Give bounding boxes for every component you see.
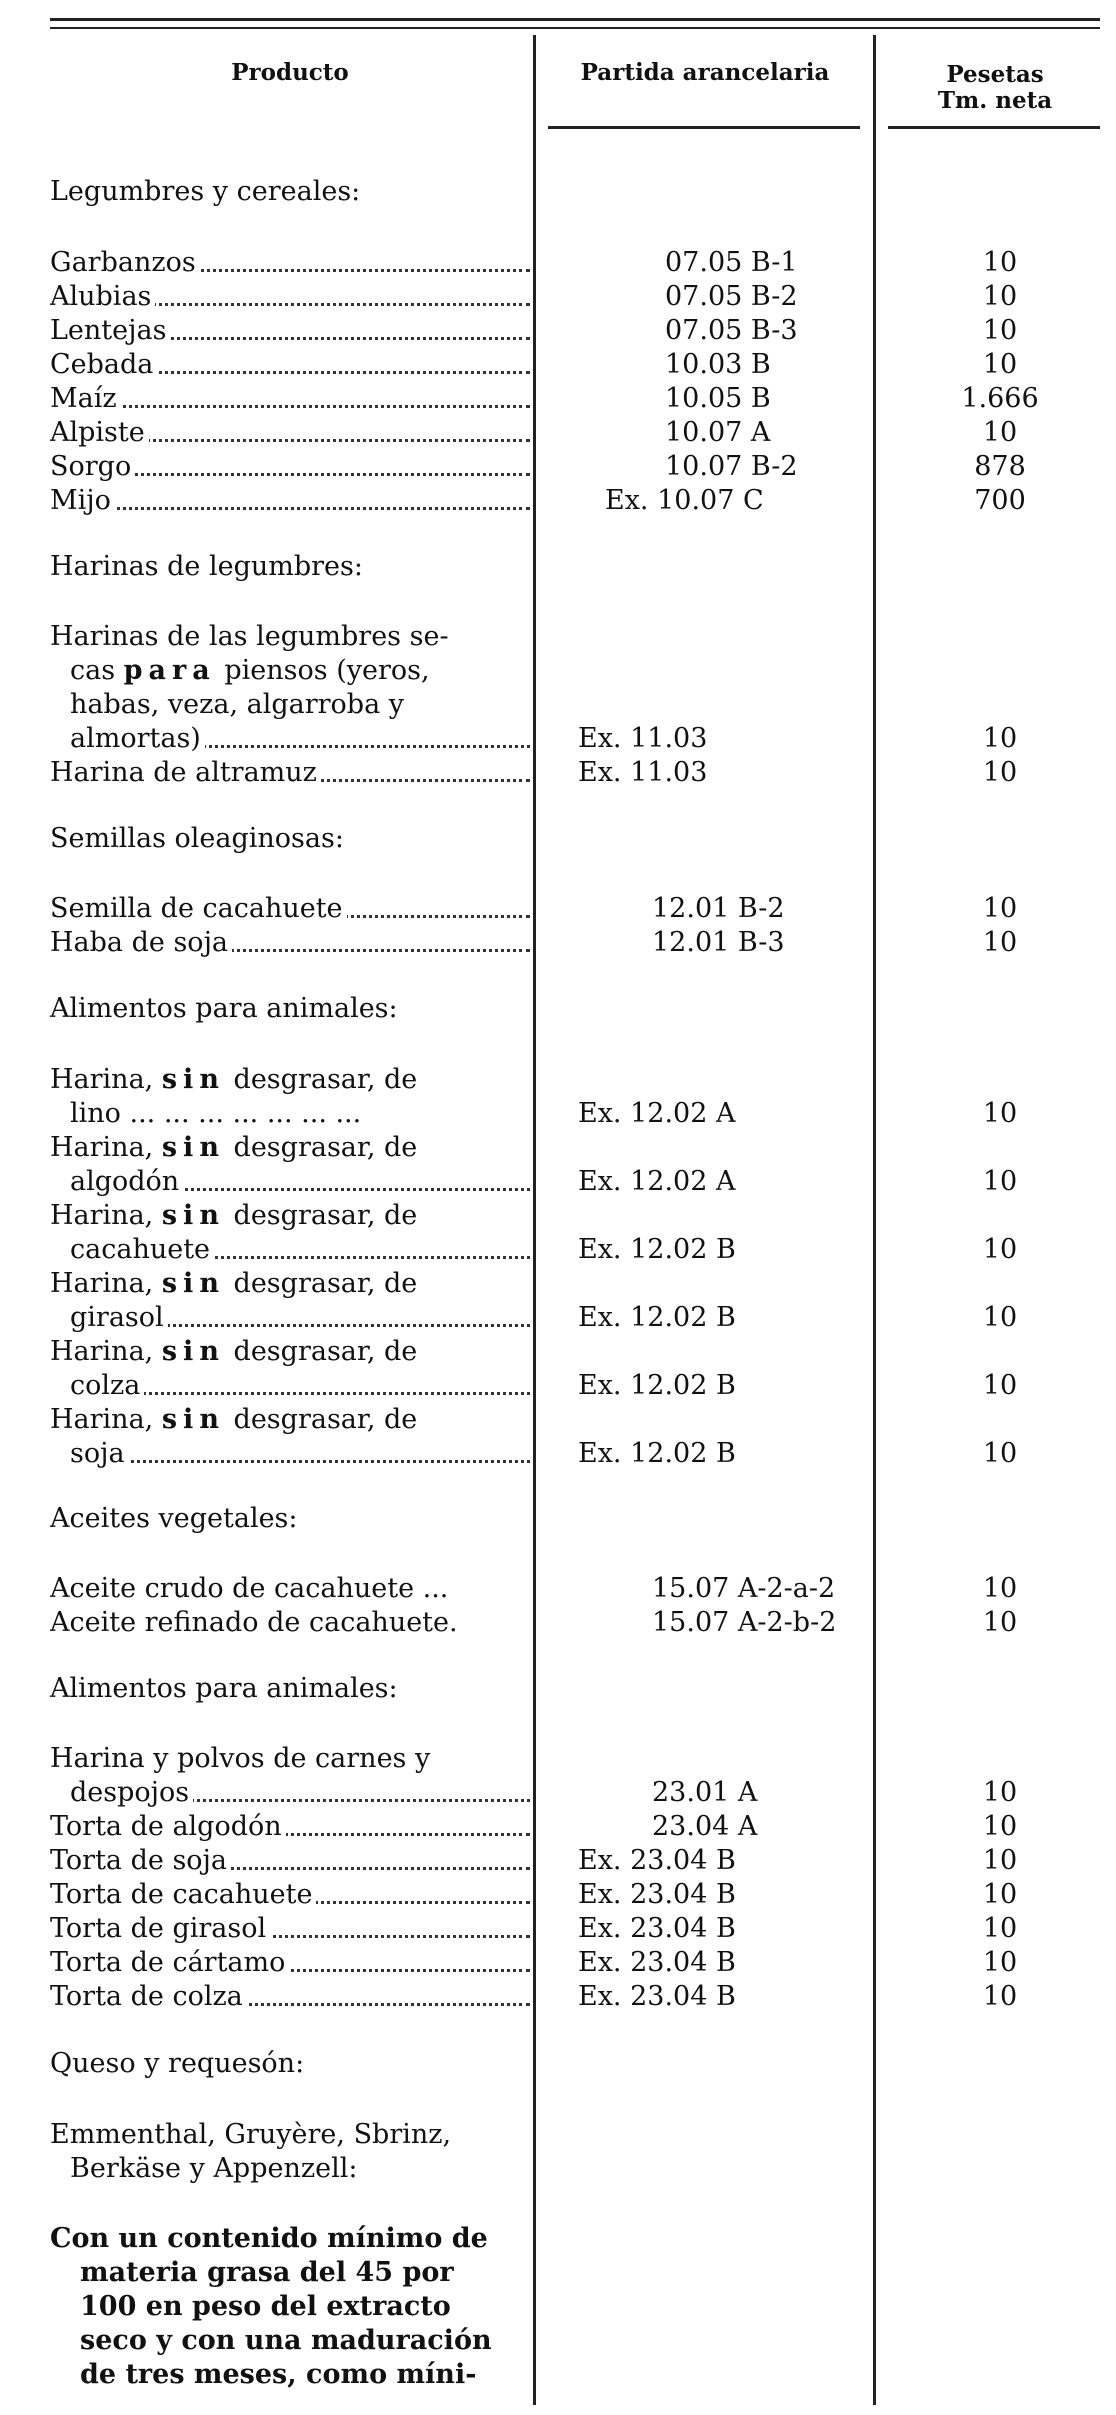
harina-prefix xyxy=(50,1403,417,1437)
product-mijo: Mijo xyxy=(50,485,115,516)
header-underline-2 xyxy=(888,126,1100,129)
harina-prefix-c: desgrasar, de xyxy=(233,1336,418,1367)
value: 10 xyxy=(982,927,1018,958)
table-row xyxy=(0,1233,1116,1267)
table-row xyxy=(0,1776,1116,1810)
sub-soja: soja xyxy=(70,1438,129,1469)
queso-para-5: de tres meses, como míni- xyxy=(80,2359,477,2390)
code: 10.07 B-2 xyxy=(665,451,798,482)
code: 12.01 B-3 xyxy=(652,927,785,958)
code: 10.03 B xyxy=(665,349,771,380)
harinas-line-2 xyxy=(70,654,430,688)
code: Ex. 11.03 xyxy=(578,723,708,754)
product-haba-soja: Haba de soja xyxy=(50,927,232,958)
queso-para-4: seco y con una maduración xyxy=(80,2325,492,2356)
header-producto: Producto xyxy=(231,59,349,86)
code: 12.01 B-2 xyxy=(652,893,785,924)
code: 15.07 A-2-b-2 xyxy=(652,1607,837,1638)
harinas-line-2-c: piensos (yeros, xyxy=(224,655,430,686)
product-torta-algodon: Torta de algodón xyxy=(50,1811,286,1842)
harina-prefix-b: sin xyxy=(161,1132,225,1163)
table-row xyxy=(0,1912,1116,1946)
harinas-line-3: habas, veza, algarroba y xyxy=(70,689,405,720)
product-torta-soja: Torta de soja xyxy=(50,1845,231,1876)
table-row xyxy=(0,1301,1116,1335)
harina-prefix xyxy=(50,1267,417,1301)
product-sorgo: Sorgo xyxy=(50,451,135,482)
code: 07.05 B-3 xyxy=(665,315,798,346)
top-rule-1 xyxy=(50,18,1100,21)
value: 878 xyxy=(974,451,1026,482)
value: 10 xyxy=(982,1879,1018,1910)
value: 10 xyxy=(982,1811,1018,1842)
code: Ex. 23.04 B xyxy=(578,1879,736,1910)
table-row xyxy=(0,1369,1116,1403)
header-partida: Partida arancelaria xyxy=(580,59,830,86)
code: 07.05 B-2 xyxy=(665,281,798,312)
code: Ex. 23.04 B xyxy=(578,1845,736,1876)
product-torta-cartamo: Torta de cártamo xyxy=(50,1947,289,1978)
value: 10 xyxy=(982,757,1018,788)
harina-prefix-b: sin xyxy=(161,1064,225,1095)
code: Ex. 23.04 B xyxy=(578,1947,736,1978)
table-row xyxy=(0,382,1116,416)
table-row xyxy=(0,1606,1116,1640)
harina-prefix-b: sin xyxy=(161,1336,225,1367)
code: 10.07 A xyxy=(665,417,771,448)
sub-colza: colza xyxy=(70,1370,144,1401)
value: 1.666 xyxy=(961,383,1039,414)
code: Ex. 12.02 B xyxy=(578,1234,736,1265)
value: 10 xyxy=(982,281,1018,312)
product-alubias: Alubias xyxy=(50,281,155,312)
table-row xyxy=(0,484,1116,518)
product-altramuz: Harina de altramuz xyxy=(50,757,321,788)
value: 10 xyxy=(982,349,1018,380)
header-underline-1 xyxy=(548,126,860,129)
code: 10.05 B xyxy=(665,383,771,414)
table-row xyxy=(0,1437,1116,1471)
harina-prefix-a: Harina, xyxy=(50,1404,154,1435)
queso-para-3: 100 en peso del extracto xyxy=(80,2291,451,2322)
table-row xyxy=(0,1572,1116,1606)
table-row xyxy=(0,1844,1116,1878)
product-aceite-crudo: Aceite crudo de cacahuete ... xyxy=(50,1573,452,1604)
code: Ex. 11.03 xyxy=(578,757,708,788)
harinas-line-2-b: para xyxy=(123,655,216,686)
table-row xyxy=(0,1980,1116,2014)
code: 07.05 B-1 xyxy=(665,247,798,278)
harina-prefix xyxy=(50,1335,417,1369)
section-aceites: Aceites vegetales: xyxy=(50,1503,298,1534)
section-queso: Queso y requesón: xyxy=(50,2048,305,2079)
harina-prefix xyxy=(50,1199,417,1233)
value: 10 xyxy=(982,1947,1018,1978)
harina-prefix-c: desgrasar, de xyxy=(233,1200,418,1231)
value: 10 xyxy=(982,723,1018,754)
harina-prefix-c: desgrasar, de xyxy=(233,1404,418,1435)
harinas-line-2-a: cas xyxy=(70,655,116,686)
table-row xyxy=(0,1097,1116,1131)
section-harinas-legumbres: Harinas de legumbres: xyxy=(50,551,363,582)
value: 10 xyxy=(982,1573,1018,1604)
product-alpiste: Alpiste xyxy=(50,417,149,448)
sub-cacahuete: cacahuete xyxy=(70,1234,214,1265)
code: 23.01 A xyxy=(652,1777,758,1808)
harina-prefix xyxy=(50,1131,417,1165)
harina-prefix xyxy=(50,1063,417,1097)
value: 10 xyxy=(982,1438,1018,1469)
section-alimentos-1: Alimentos para animales: xyxy=(50,993,398,1024)
table-row xyxy=(0,756,1116,790)
code: Ex. 12.02 B xyxy=(578,1370,736,1401)
code: Ex. 10.07 C xyxy=(605,485,764,516)
code: Ex. 12.02 A xyxy=(578,1098,736,1129)
section-legumbres: Legumbres y cereales: xyxy=(50,176,361,207)
harina-prefix-a: Harina, xyxy=(50,1200,154,1231)
queso-line-1: Emmenthal, Gruyère, Sbrinz, xyxy=(50,2119,452,2150)
product-garbanzos: Garbanzos xyxy=(50,247,200,278)
product-semilla-cacahuete: Semilla de cacahuete xyxy=(50,893,347,924)
value: 10 xyxy=(982,1981,1018,2012)
code: Ex. 12.02 B xyxy=(578,1438,736,1469)
product-torta-girasol: Torta de girasol xyxy=(50,1913,270,1944)
value: 10 xyxy=(982,417,1018,448)
carnes-line-2: despojos xyxy=(70,1777,193,1808)
code: Ex. 23.04 B xyxy=(578,1981,736,2012)
table-row xyxy=(0,314,1116,348)
sub-girasol: girasol xyxy=(70,1302,168,1333)
harina-prefix-c: desgrasar, de xyxy=(233,1064,418,1095)
harinas-line-1: Harinas de las legumbres se- xyxy=(50,621,449,652)
harina-prefix-c: desgrasar, de xyxy=(233,1132,418,1163)
sub-lino: lino ... ... ... ... ... ... ... xyxy=(70,1098,365,1129)
code: 15.07 A-2-a-2 xyxy=(652,1573,836,1604)
product-maiz: Maíz xyxy=(50,383,121,414)
queso-line-2: Berkäse y Appenzell: xyxy=(70,2153,358,2184)
value: 10 xyxy=(982,247,1018,278)
value: 10 xyxy=(982,1913,1018,1944)
queso-para-1: Con un contenido mínimo de xyxy=(50,2223,488,2254)
value: 10 xyxy=(982,1845,1018,1876)
table-row xyxy=(0,416,1116,450)
table-row xyxy=(0,450,1116,484)
table-row xyxy=(0,280,1116,314)
harina-prefix-a: Harina, xyxy=(50,1336,154,1367)
harina-prefix-b: sin xyxy=(161,1268,225,1299)
top-rule-2 xyxy=(50,27,1100,29)
value: 10 xyxy=(982,1777,1018,1808)
harina-prefix-c: desgrasar, de xyxy=(233,1268,418,1299)
value: 10 xyxy=(982,893,1018,924)
table-row xyxy=(0,348,1116,382)
code: 23.04 A xyxy=(652,1811,758,1842)
value: 10 xyxy=(982,1234,1018,1265)
harina-prefix-b: sin xyxy=(161,1404,225,1435)
table-row xyxy=(0,892,1116,926)
table-row xyxy=(0,1878,1116,1912)
harina-prefix-b: sin xyxy=(161,1200,225,1231)
value: 10 xyxy=(982,315,1018,346)
section-semillas: Semillas oleaginosas: xyxy=(50,823,344,854)
harina-prefix-a: Harina, xyxy=(50,1268,154,1299)
harina-prefix-a: Harina, xyxy=(50,1064,154,1095)
code: Ex. 12.02 B xyxy=(578,1302,736,1333)
value: 700 xyxy=(974,485,1026,516)
header-pesetas-line2: Tm. neta xyxy=(937,87,1053,114)
carnes-line-1: Harina y polvos de carnes y xyxy=(50,1743,431,1774)
table-row xyxy=(0,1810,1116,1844)
header-pesetas-line1: Pesetas xyxy=(946,61,1044,88)
value: 10 xyxy=(982,1607,1018,1638)
table-row xyxy=(0,926,1116,960)
code: Ex. 12.02 A xyxy=(578,1166,736,1197)
queso-para-2: materia grasa del 45 por xyxy=(80,2257,454,2288)
table-row xyxy=(0,1946,1116,1980)
harina-prefix-a: Harina, xyxy=(50,1132,154,1163)
harinas-line-4: almortas) xyxy=(70,723,205,754)
product-torta-cacahuete: Torta de cacahuete xyxy=(50,1879,316,1910)
code: Ex. 23.04 B xyxy=(578,1913,736,1944)
product-torta-colza: Torta de colza xyxy=(50,1981,247,2012)
value: 10 xyxy=(982,1370,1018,1401)
table-row xyxy=(0,1165,1116,1199)
value: 10 xyxy=(982,1166,1018,1197)
section-alimentos-2: Alimentos para animales: xyxy=(50,1673,398,1704)
product-aceite-refinado: Aceite refinado de cacahuete. xyxy=(50,1607,462,1638)
table-row xyxy=(0,246,1116,280)
table-row xyxy=(0,722,1116,756)
product-cebada: Cebada xyxy=(50,349,157,380)
value: 10 xyxy=(982,1302,1018,1333)
product-lentejas: Lentejas xyxy=(50,315,170,346)
value: 10 xyxy=(982,1098,1018,1129)
sub-algodon: algodón xyxy=(70,1166,183,1197)
